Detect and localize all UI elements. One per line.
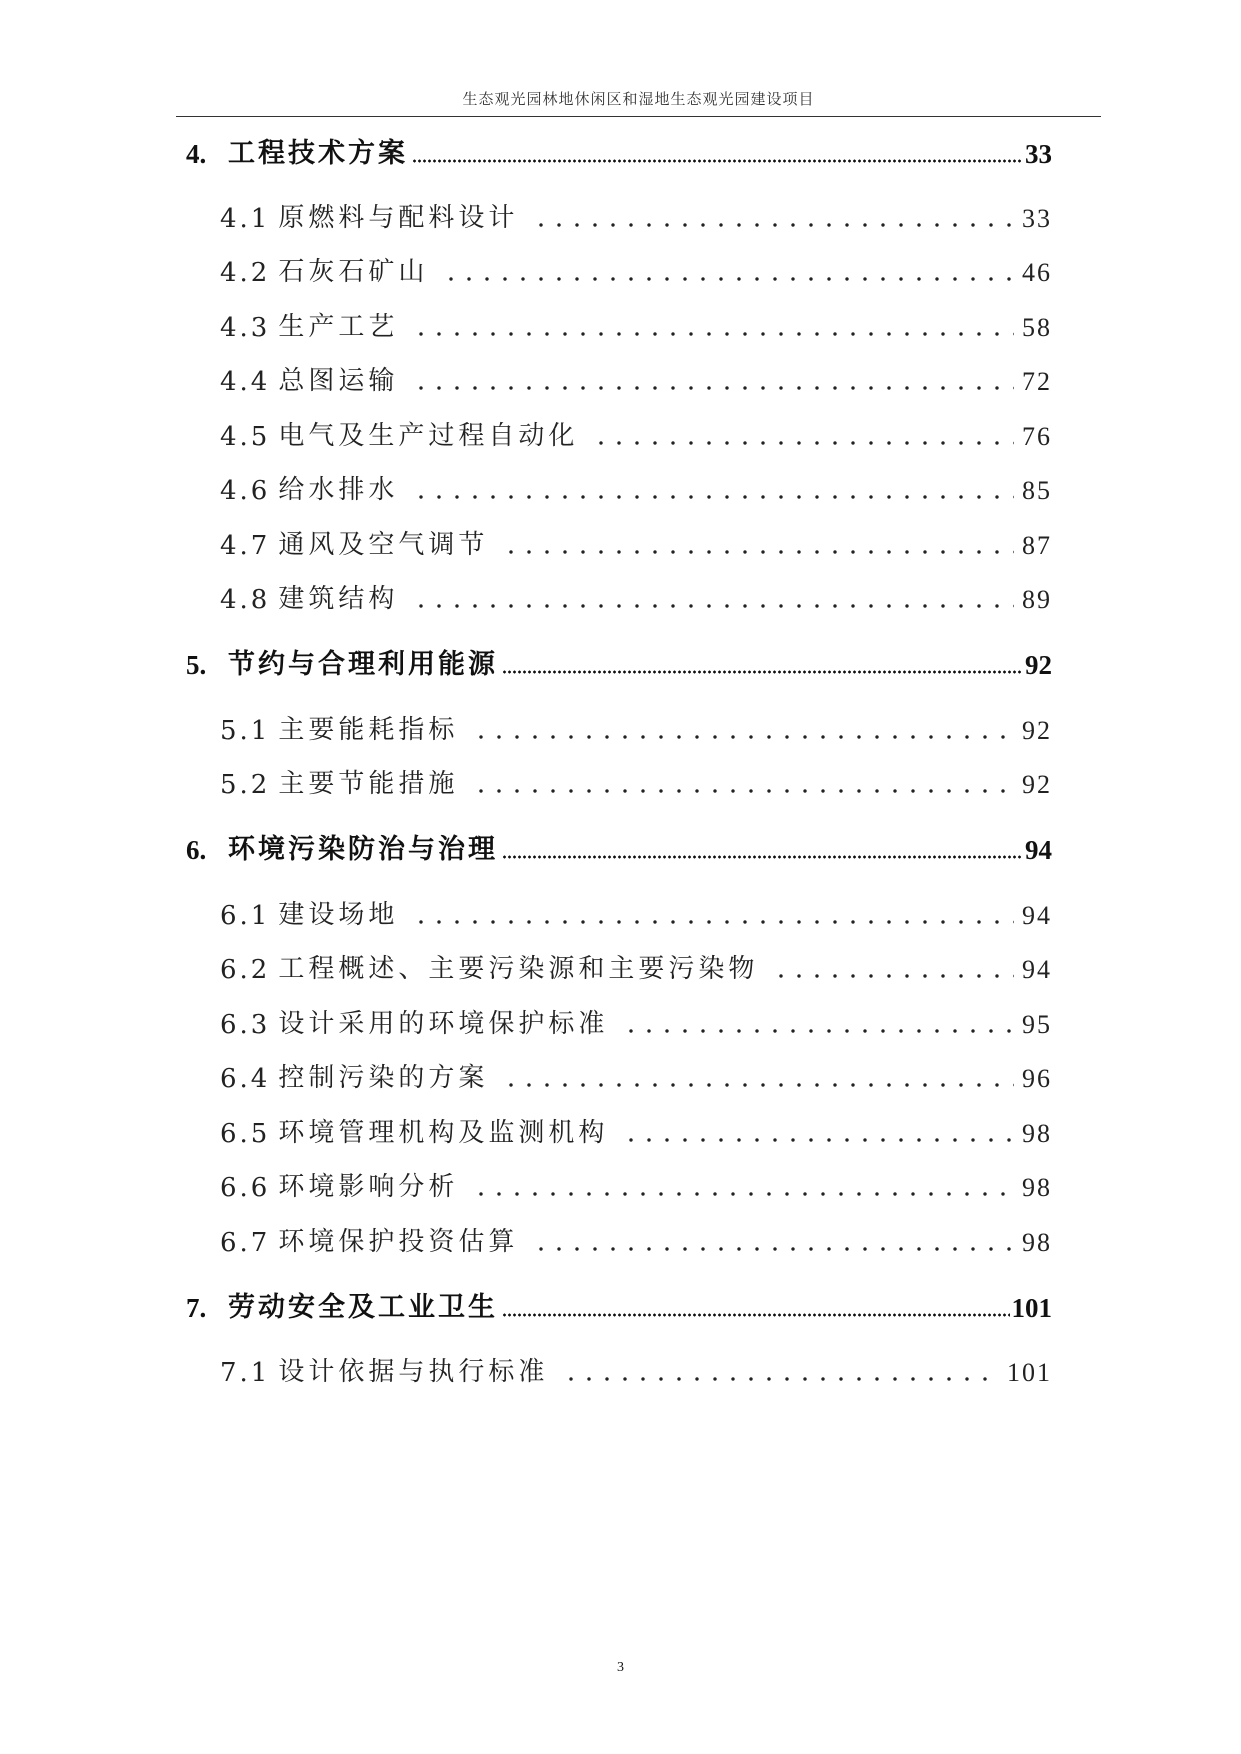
toc-chapter-entry[interactable] (186, 832, 1052, 866)
toc-entry-page: 92 (1025, 650, 1052, 680)
toc-entry-title: 主要能耗指标 (278, 715, 459, 745)
toc-entry-title: 节约与合理利用能源 (228, 649, 498, 680)
toc-entry-number: 6.1 (220, 901, 271, 931)
toc-entry-page: 87 (1022, 531, 1052, 560)
toc-entry-title: 建设场地 (278, 900, 399, 930)
toc-dot-leader (502, 670, 1023, 674)
toc-entry-title: 电气及生产过程自动化 (278, 421, 579, 451)
toc-entry-number: 6. (186, 835, 207, 865)
toc-entry-page: 76 (1022, 422, 1052, 451)
toc-section-entry[interactable] (186, 766, 1052, 800)
toc-entry-number: 4.3 (220, 313, 271, 343)
toc-entry-number: 4.7 (220, 531, 271, 561)
toc-entry-number: 4.8 (220, 585, 271, 615)
toc-entry-number: 7. (186, 1293, 207, 1323)
toc-dot-leader (502, 855, 1023, 859)
toc-entry-title: 环境影响分析 (278, 1172, 459, 1202)
toc-entry-title: 生产工艺 (278, 312, 399, 342)
toc-entry-number: 4. (186, 139, 207, 169)
page-header-title: 生态观光园林地休闲区和湿地生态观光园建设项目 (462, 90, 815, 108)
toc-entry-number: 6.7 (220, 1228, 271, 1258)
toc-dot-leader (502, 1083, 1014, 1087)
toc-section-entry[interactable] (186, 1060, 1052, 1094)
toc-chapter-entry[interactable] (186, 647, 1052, 681)
toc-dot-leader (592, 441, 1014, 445)
toc-entry-title: 工程概述、主要污染源和主要污染物 (278, 954, 759, 984)
toc-dot-leader (412, 386, 1014, 390)
toc-entry-page: 58 (1022, 313, 1052, 342)
toc-entry-page: 98 (1022, 1173, 1052, 1202)
toc-entry-page: 46 (1022, 258, 1052, 287)
header-divider (176, 116, 1101, 117)
toc-entry-page: 101 (1007, 1358, 1052, 1387)
toc-entry-page: 95 (1022, 1010, 1052, 1039)
toc-entry-title: 环境管理机构及监测机构 (278, 1118, 609, 1148)
toc-entry-page: 72 (1022, 367, 1052, 396)
toc-entry-page: 94 (1025, 835, 1052, 865)
toc-entry-page: 85 (1022, 476, 1052, 505)
toc-dot-leader (472, 1192, 1014, 1196)
toc-entry-title: 通风及空气调节 (278, 530, 489, 560)
toc-dot-leader (412, 332, 1014, 336)
toc-entry-title: 设计依据与执行标准 (278, 1357, 549, 1387)
toc-dot-leader (622, 1138, 1014, 1142)
toc-entry-title: 劳动安全及工业卫生 (228, 1292, 498, 1323)
toc-section-entry[interactable] (186, 1169, 1052, 1203)
toc-entry-number: 6.2 (220, 955, 271, 985)
toc-entry-title: 设计采用的环境保护标准 (278, 1009, 609, 1039)
toc-dot-leader (532, 1247, 1014, 1251)
toc-dot-leader (442, 277, 1014, 281)
toc-dot-leader (622, 1029, 1014, 1033)
toc-section-entry[interactable] (186, 254, 1052, 288)
toc-entry-number: 7.1 (220, 1358, 271, 1388)
toc-entry-page: 94 (1022, 955, 1052, 984)
toc-dot-leader (412, 159, 1023, 163)
toc-dot-leader (562, 1377, 999, 1381)
toc-entry-number: 6.6 (220, 1173, 271, 1203)
toc-entry-number: 4.6 (220, 476, 271, 506)
toc-chapter-entry[interactable] (186, 1290, 1052, 1324)
toc-entry-page: 92 (1022, 770, 1052, 799)
toc-section-entry[interactable] (186, 1354, 1052, 1388)
toc-dot-leader (772, 974, 1014, 978)
toc-dot-leader (412, 920, 1014, 924)
toc-entry-title: 总图运输 (278, 366, 399, 396)
toc-dot-leader (532, 223, 1014, 227)
toc-section-entry[interactable] (186, 1224, 1052, 1258)
toc-dot-leader (472, 789, 1014, 793)
toc-dot-leader (412, 495, 1014, 499)
toc-entry-number: 6.3 (220, 1010, 271, 1040)
toc-section-entry[interactable] (186, 581, 1052, 615)
toc-section-entry[interactable] (186, 309, 1052, 343)
toc-dot-leader (502, 550, 1014, 554)
toc-entry-number: 4.1 (220, 204, 271, 234)
toc-section-entry[interactable] (186, 527, 1052, 561)
toc-entry-page: 89 (1022, 585, 1052, 614)
toc-section-entry[interactable] (186, 951, 1052, 985)
toc-section-entry[interactable] (186, 897, 1052, 931)
toc-entry-number: 5.2 (220, 770, 271, 800)
toc-section-entry[interactable] (186, 200, 1052, 234)
toc-section-entry[interactable] (186, 363, 1052, 397)
toc-entry-title: 环境污染防治与治理 (228, 834, 498, 865)
toc-entry-page: 33 (1022, 204, 1052, 233)
toc-dot-leader (502, 1313, 1010, 1317)
toc-entry-page: 96 (1022, 1064, 1052, 1093)
toc-entry-title: 建筑结构 (278, 584, 399, 614)
toc-section-entry[interactable] (186, 472, 1052, 506)
toc-entry-number: 4.4 (220, 367, 271, 397)
toc-entry-number: 5. (186, 650, 207, 680)
toc-entry-title: 给水排水 (278, 475, 399, 505)
toc-dot-leader (412, 604, 1014, 608)
toc-entry-title: 石灰石矿山 (278, 257, 429, 287)
toc-entry-number: 5.1 (220, 716, 271, 746)
toc-entry-page: 92 (1022, 716, 1052, 745)
toc-section-entry[interactable] (186, 712, 1052, 746)
toc-section-entry[interactable] (186, 418, 1052, 452)
toc-entry-page: 98 (1022, 1228, 1052, 1257)
toc-entry-title: 主要节能措施 (278, 769, 459, 799)
toc-entry-number: 6.5 (220, 1119, 271, 1149)
toc-entry-title: 原燃料与配料设计 (278, 203, 519, 233)
toc-dot-leader (472, 735, 1014, 739)
toc-entry-number: 6.4 (220, 1064, 271, 1094)
toc-entry-title: 控制污染的方案 (278, 1063, 489, 1093)
toc-entry-page: 98 (1022, 1119, 1052, 1148)
toc-entry-number: 4.5 (220, 422, 271, 452)
toc-entry-page: 94 (1022, 901, 1052, 930)
toc-entry-number: 4.2 (220, 258, 271, 288)
page-number: 3 (617, 1660, 624, 1675)
toc-chapter-entry[interactable] (186, 136, 1052, 170)
toc-entry-page: 101 (1011, 1293, 1052, 1323)
toc-entry-page: 33 (1025, 139, 1052, 169)
toc-entry-title: 环境保护投资估算 (278, 1227, 519, 1257)
toc-section-entry[interactable] (186, 1115, 1052, 1149)
toc-section-entry[interactable] (186, 1006, 1052, 1040)
toc-entry-title: 工程技术方案 (228, 138, 408, 169)
